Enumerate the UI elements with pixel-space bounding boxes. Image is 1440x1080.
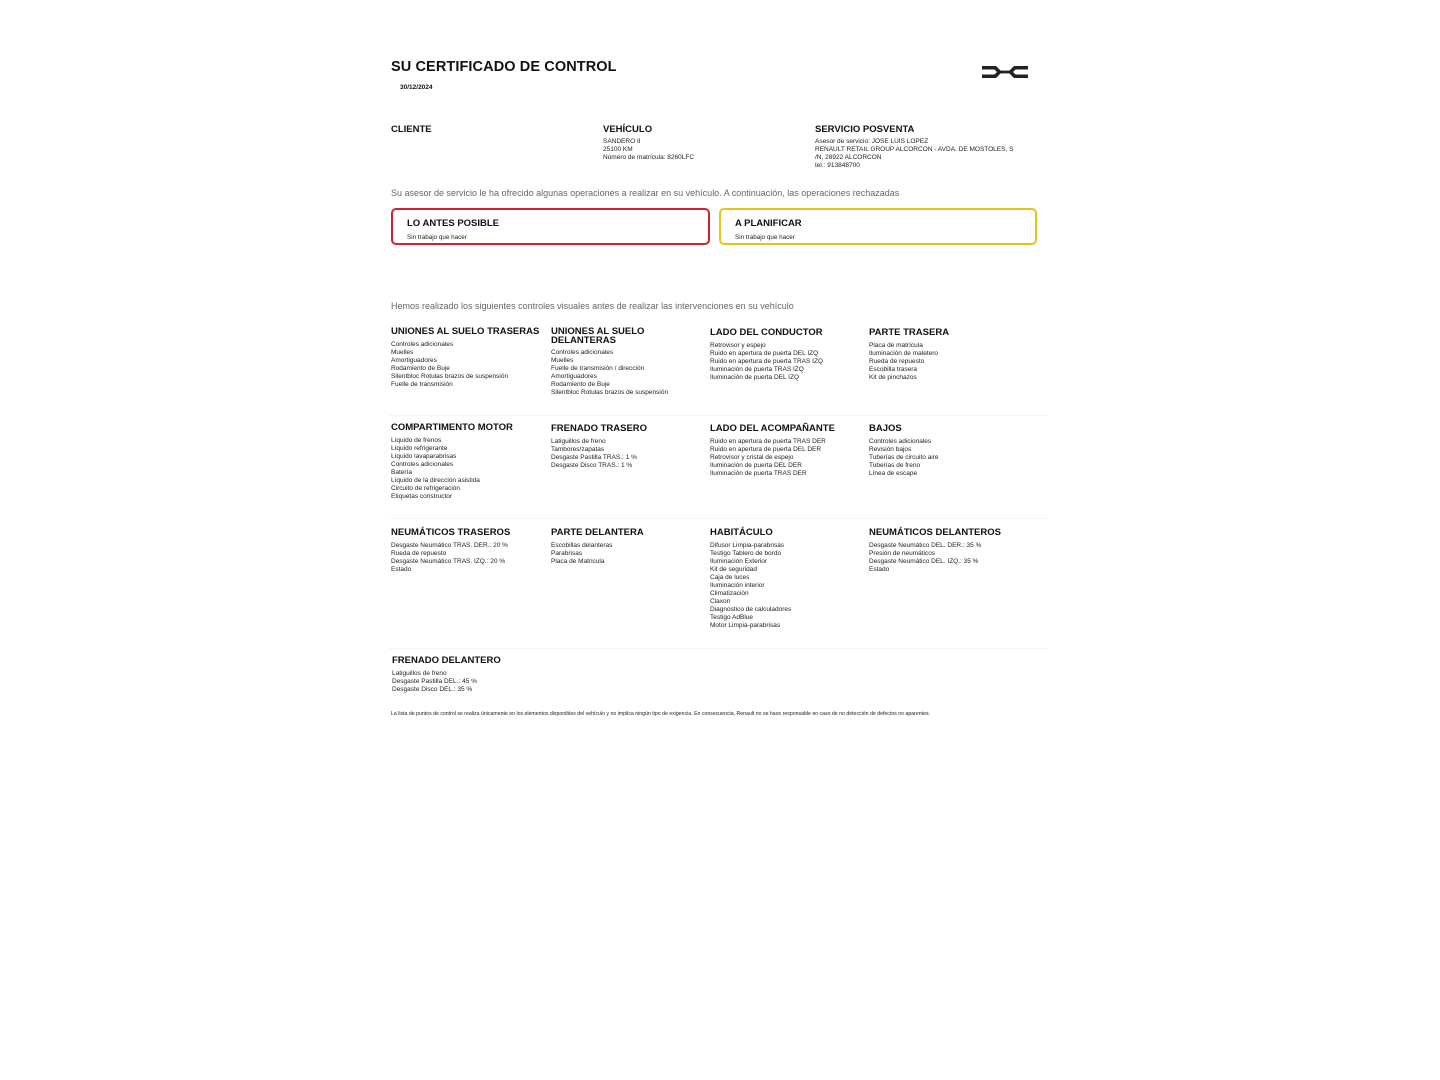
vehicle-model: SANDERO II	[603, 138, 641, 145]
check-item: Climatización	[710, 590, 749, 598]
check-item: Circuito de refrigeración	[391, 485, 461, 493]
service-advisor: Asesor de servicio: JOSE LUIS LOPEZ	[815, 138, 929, 145]
check-item: Fuelle de transmisión / dirección	[551, 365, 645, 373]
check-item: Desgaste Pastilla TRAS.: 1 %	[551, 453, 637, 461]
check-item: Línea de escape	[869, 469, 918, 477]
check-item: Iluminación interior	[710, 581, 765, 589]
check-item: Claxon	[710, 598, 731, 606]
section-title: FRENADO DELANTERO	[392, 655, 501, 666]
control-section	[551, 326, 669, 398]
control-section	[710, 329, 865, 382]
check-item: Retrovisor y espejo	[710, 341, 766, 349]
check-item: Ruido en apertura de puerta TRAS DER	[710, 437, 826, 445]
disclaimer-footer: La lista de puntos de control se realiza únicamente en los elementos disponibles del vehículo y no implica ningún tipo de exigencia. En consecuencia, Renault no se hace responsable en caso de no detección de defectos no aparentes.	[391, 711, 930, 717]
check-item: Ruido en apertura de puerta DEL IZQ	[710, 349, 819, 357]
check-item: Líquido de frenos	[391, 436, 442, 444]
page-title: SU CERTIFICADO DE CONTROL	[391, 59, 617, 75]
check-item: Controles adicionales	[869, 437, 932, 445]
check-item: Latiguillos de freno	[551, 437, 606, 445]
check-item: Rueda de repuesto	[869, 357, 925, 365]
control-section	[551, 529, 706, 566]
check-item: Batería	[391, 468, 412, 476]
check-item: Líquido de la dirección asistida	[391, 476, 480, 484]
vehicle-mileage: 25100 KM	[603, 146, 633, 154]
asap-box	[391, 208, 710, 245]
check-item: Estado	[391, 565, 412, 573]
check-item: Muelles	[551, 357, 574, 365]
check-item: Escobilla trasera	[869, 365, 918, 373]
section-title: PARTE TRASERA	[869, 327, 950, 338]
service-heading: SERVICIO POSVENTA	[815, 124, 915, 135]
service-phone: tel.: 913848700	[815, 162, 860, 170]
check-item: Retrovisor y cristal de espejo	[710, 453, 794, 461]
check-item: Testigo Tablero de bordo	[710, 549, 782, 557]
vehicle-block	[603, 124, 694, 162]
row-divider	[389, 648, 1049, 649]
check-item: Rodamiento de Buje	[551, 381, 610, 389]
section-title: LADO DEL CONDUCTOR	[710, 327, 823, 338]
check-item: Desgaste Disco DEL.: 35 %	[392, 685, 473, 693]
control-section	[710, 425, 865, 478]
check-item: Controles adicionales	[391, 460, 454, 468]
check-item: Placa de matrícula	[869, 341, 923, 349]
certificate-date: 30/12/2024	[400, 84, 433, 91]
control-section	[710, 529, 865, 631]
service-address-1: RENAULT RETAIL GROUP ALCORCON - AVDA. DE MOSTOLES, S	[815, 146, 1014, 154]
section-title: NEUMÁTICOS TRASEROS	[391, 527, 511, 538]
check-item: Iluminación de maletero	[869, 349, 939, 357]
section-title: PARTE DELANTERA	[551, 527, 644, 538]
check-item: Placa de Matricula	[551, 557, 605, 565]
section-title: UNIONES AL SUELO DELANTERAS	[551, 326, 645, 346]
section-title: UNIONES AL SUELO TRASERAS	[391, 326, 540, 337]
check-item: Desgaste Neumático DEL. IZQ.: 35 %	[869, 557, 979, 565]
check-item: Tambores/zapatas	[551, 445, 605, 453]
control-section	[391, 424, 546, 501]
check-item: Etiquetas constructor	[391, 493, 453, 501]
control-section	[551, 425, 706, 470]
check-item: Desgaste Neumático DEL. DER.: 35 %	[869, 541, 982, 549]
check-item: Rodamiento de Buje	[391, 364, 450, 372]
plan-box	[719, 208, 1037, 245]
asap-text: Sin trabajo que hacer	[407, 234, 467, 241]
control-section	[869, 529, 1024, 574]
check-item: Ruido en apertura de puerta TRAS IZQ	[710, 357, 823, 365]
check-item: Tuberías de circuito aire	[869, 453, 939, 461]
asap-title: LO ANTES POSIBLE	[407, 218, 500, 229]
row-divider	[389, 415, 1049, 416]
check-item: Fuelle de transmisión	[391, 380, 453, 388]
check-item: Diagnostico de calculadores	[710, 606, 792, 614]
service-address-2: /N, 28922 ALCORCON	[815, 154, 882, 162]
check-item: Controles adicionales	[391, 340, 454, 348]
check-item: Motor Limpia-parabrisas	[710, 622, 781, 630]
check-item: Amortiguadores	[391, 356, 437, 364]
check-item: Muelles	[391, 348, 414, 356]
check-item: Silentbloc Rotulas brazos de suspensión	[391, 372, 509, 380]
check-item: Iluminación de puerta TRAS IZQ	[710, 365, 804, 373]
operations-intro: Su asesor de servicio le ha ofrecido algunas operaciones a realizar en su vehículo. A continuación, las operaciones rechazadas	[391, 188, 900, 198]
check-item: Líquido refrigerante	[391, 444, 448, 452]
control-section	[869, 329, 1024, 382]
check-item: Revisión bajos	[869, 445, 912, 453]
client-heading: CLIENTE	[391, 124, 432, 135]
check-item: Iluminación de puerta DEL DER	[710, 461, 802, 469]
check-item: Iluminación de puerta DEL IZQ	[710, 373, 799, 381]
check-item: Tuberías de freno	[869, 461, 921, 469]
section-title: NEUMÁTICOS DELANTEROS	[869, 527, 1001, 538]
dacia-logo-icon	[980, 63, 1030, 81]
section-title: LADO DEL ACOMPAÑANTE	[710, 423, 835, 434]
check-item: Rueda de repuesto	[391, 549, 447, 557]
check-item: Kit de pinchazos	[869, 373, 917, 381]
check-item: Parabrisas	[551, 549, 583, 557]
check-item: Presión de neumáticos	[869, 549, 936, 557]
control-section	[869, 425, 1024, 478]
check-item: Silentbloc Rotulas brazos de suspensión	[551, 389, 669, 397]
check-item: Desgaste Disco TRAS.: 1 %	[551, 461, 633, 469]
vehicle-heading: VEHÍCULO	[603, 124, 653, 135]
section-title: FRENADO TRASERO	[551, 423, 648, 434]
section-title: BAJOS	[869, 423, 902, 434]
check-item: Amortiguadores	[551, 373, 597, 381]
check-item: Desgaste Neumático TRAS. DER.: 20 %	[391, 541, 508, 549]
check-item: Iluminación de puerta TRAS DER	[710, 469, 807, 477]
section-title: HABITÁCULO	[710, 527, 773, 538]
check-item: Difusor Limpia-parabrisas	[710, 541, 785, 549]
check-item: Ruido en apertura de puerta DEL DER	[710, 445, 822, 453]
check-item: Desgaste Neumático TRAS. IZQ.: 20 %	[391, 557, 506, 565]
check-item: Controles adicionales	[551, 349, 614, 356]
check-item: Caja de luces	[710, 573, 750, 581]
check-item: Estado	[869, 565, 890, 573]
check-item: Líquido lavaparabrisas	[391, 452, 457, 460]
check-item: Testigo AdBlue	[710, 614, 754, 622]
check-item: Latiguillos de freno	[392, 669, 447, 677]
row-divider	[389, 518, 1049, 519]
section-title: COMPARTIMENTO MOTOR	[391, 422, 513, 433]
plan-title: A PLANIFICAR	[735, 218, 802, 229]
plan-text: Sin trabajo que hacer	[735, 234, 795, 241]
check-item: Escobillas delanteras	[551, 541, 613, 549]
service-block	[815, 124, 1013, 170]
client-block	[391, 124, 432, 138]
control-section	[391, 529, 546, 574]
check-item: Iluminación Exterior	[710, 557, 768, 565]
controls-intro: Hemos realizado los siguientes controles visuales antes de realizar las intervenciones en su vehículo	[391, 301, 794, 311]
check-item: Kit de seguridad	[710, 565, 757, 573]
control-section	[391, 328, 546, 389]
control-section	[392, 657, 547, 694]
vehicle-plate: Número de matrícula: 8260LFC	[603, 154, 695, 162]
check-item: Desgaste Pastilla DEL.: 45 %	[392, 677, 477, 685]
